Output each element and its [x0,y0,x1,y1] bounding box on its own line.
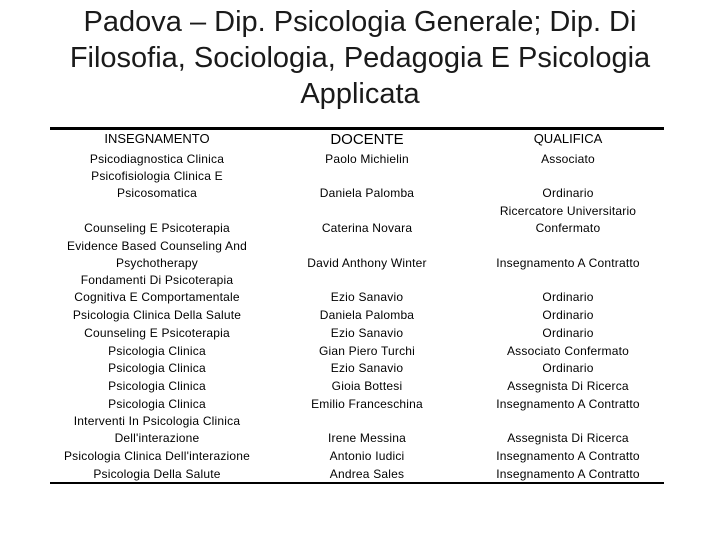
insegnamento-cell: Counseling E Psicoterapia [84,326,230,340]
insegnamento-cell: Psicologia Clinica [108,379,206,393]
qualifica-cell: Ricercatore Universitario [499,204,637,218]
insegnamento-cell: Fondamenti Di Psicoterapia [80,273,234,287]
insegnamento-cell: Psicologia Clinica Della Salute [72,308,242,322]
qualifica-cell: Ordinario [542,326,594,340]
docente-cell: Ezio Sanavio [330,326,404,340]
qualifica-cell: Associato Confermato [506,344,630,358]
docente-cell: Antonio Iudici [329,449,405,463]
insegnamento-cell: Psicologia Clinica [108,361,206,375]
docente-cell: David Anthony Winter [307,256,427,270]
docente-cell: Ezio Sanavio [330,290,404,304]
insegnamento-cell: Counseling E Psicoterapia [84,221,230,235]
qualifica-cell: Insegnamento A Contratto [496,397,640,411]
qualifica-cell: Insegnamento A Contratto [496,256,640,270]
header-qualifica: QUALIFICA [533,131,603,146]
page-title [0,4,720,112]
insegnamento-cell: Psicosomatica [117,186,197,200]
docente-cell: Daniela Palomba [319,308,415,322]
insegnamento-cell: Psicodiagnostica Clinica [89,152,225,166]
docente-cell: Caterina Novara [321,221,413,235]
title-line-1: Padova – Dip. Psicologia Generale; Dip. Di [83,6,637,38]
docente-cell: Daniela Palomba [319,186,415,200]
insegnamento-cell: Psicologia Clinica [108,344,206,358]
qualifica-cell: Ordinario [542,361,594,375]
insegnamento-cell: Evidence Based Counseling And [67,239,247,253]
insegnamento-cell: Psicologia Clinica [108,397,206,411]
insegnamento-cell: Cognitiva E Comportamentale [74,290,240,304]
docente-cell: Paolo Michielin [325,152,409,166]
qualifica-cell: Ordinario [542,308,594,322]
insegnamento-cell: Psicologia Della Salute [93,467,221,481]
insegnamento-cell: Interventi In Psicologia Clinica [73,414,241,428]
docente-cell: Gioia Bottesi [331,379,403,393]
qualifica-cell: Confermato [535,221,601,235]
table-top-rule [50,127,664,130]
insegnamento-cell: Dell'interazione [114,431,200,445]
insegnamento-cell: Psychotherapy [116,256,198,270]
header-insegnamento: INSEGNAMENTO [104,131,210,146]
insegnamento-cell: Psicologia Clinica Dell'interazione [63,449,251,463]
title-line-2: Filosofia, Sociologia, Pedagogia E Psicologia [69,42,651,74]
qualifica-cell: Insegnamento A Contratto [496,467,640,481]
docente-cell: Irene Messina [328,431,406,445]
insegnamento-cell: Psicofisiologia Clinica E [91,169,223,183]
docente-cell: Ezio Sanavio [330,361,404,375]
docente-cell: Andrea Sales [329,467,405,481]
table-bottom-rule [50,482,664,484]
header-docente: DOCENTE [330,131,404,148]
qualifica-cell: Insegnamento A Contratto [496,449,640,463]
qualifica-cell: Assegnista Di Ricerca [507,379,629,393]
qualifica-cell: Assegnista Di Ricerca [507,431,629,445]
title-line-3: Applicata [300,78,420,110]
docente-cell: Emilio Franceschina [311,397,423,411]
qualifica-cell: Ordinario [542,186,594,200]
qualifica-cell: Ordinario [542,290,594,304]
qualifica-cell: Associato [541,152,595,166]
docente-cell: Gian Piero Turchi [318,344,416,358]
